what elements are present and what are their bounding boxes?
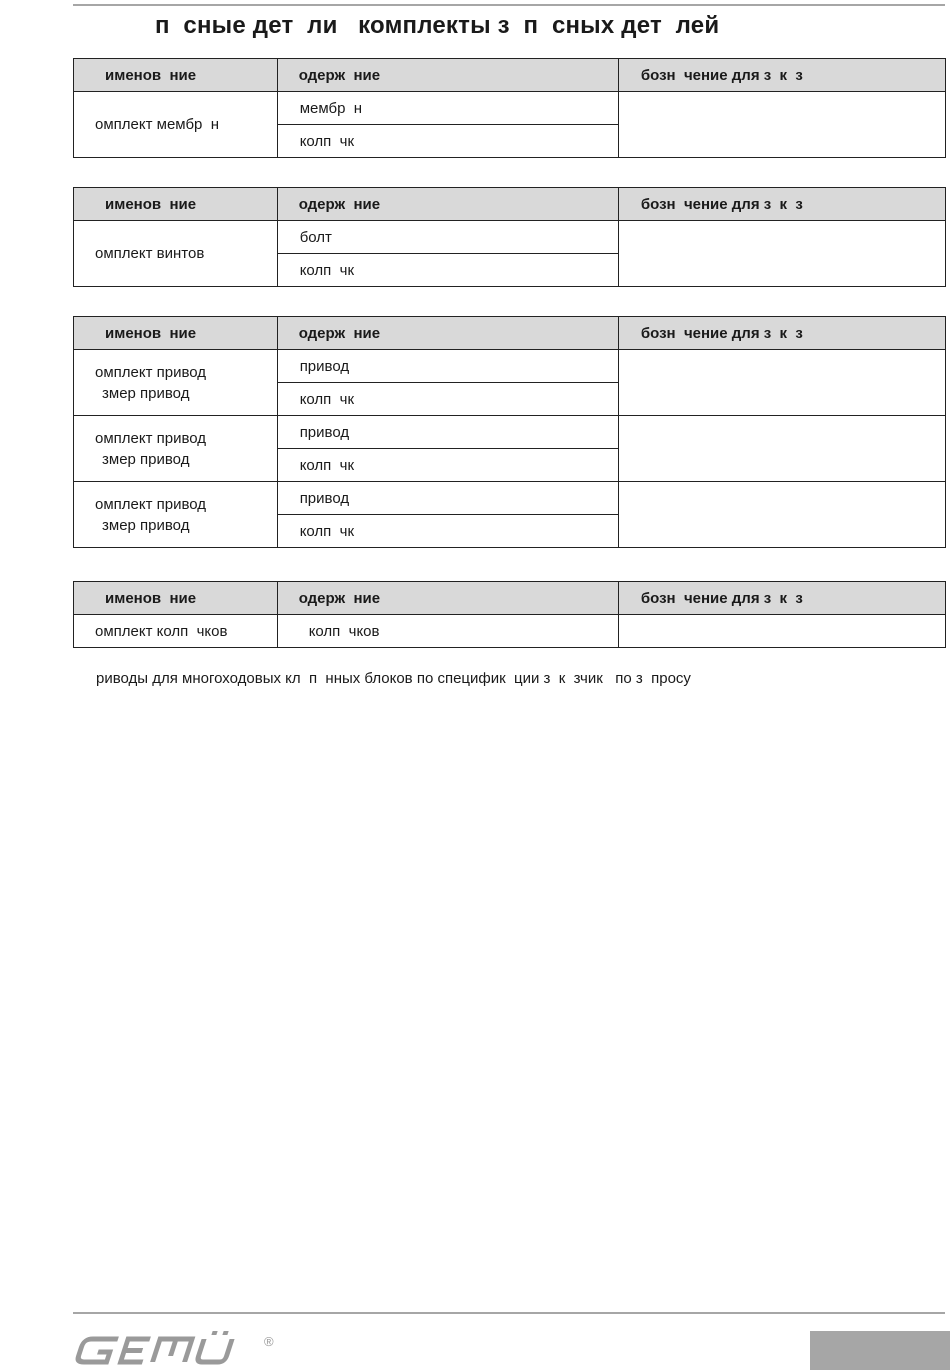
header-name: именов ние <box>74 317 278 350</box>
header-content: одерж ние <box>277 582 618 615</box>
caps-kit-table <box>73 581 946 648</box>
kit-name <box>74 350 278 416</box>
order-code-cell <box>618 350 945 416</box>
table-header-row <box>74 317 946 350</box>
table-row <box>74 416 946 449</box>
table-row <box>74 350 946 383</box>
table-row <box>74 615 946 648</box>
table-header-row <box>74 59 946 92</box>
kit-size-line: змер привод <box>102 384 190 402</box>
header-name: именов ние <box>74 59 278 92</box>
kit-content-item: колп чк <box>277 254 618 287</box>
order-code-cell <box>618 482 945 548</box>
kit-size-line: змер привод <box>102 516 190 534</box>
gemu-logo <box>73 1330 283 1370</box>
table-row <box>74 482 946 515</box>
kit-name: омплект винтов <box>74 221 278 287</box>
actuator-kit-table <box>73 316 946 548</box>
screws-kit-table <box>73 187 946 287</box>
kit-content-item: привод <box>277 416 618 449</box>
kit-content-item: колп чк <box>277 125 618 158</box>
header-content: одерж ние <box>277 317 618 350</box>
page-title: п сные дет ли комплекты з п сных дет лей <box>155 12 720 39</box>
kit-content-item: колп чк <box>277 383 618 416</box>
kit-content-item: привод <box>277 482 618 515</box>
kit-name <box>74 482 278 548</box>
kit-content-item: колп чк <box>277 515 618 548</box>
table-header-row <box>74 188 946 221</box>
footnote: риводы для многоходовых кл п нных блоков по специфик ции з к зчик по з просу <box>96 670 691 687</box>
kit-name-line: омплект привод <box>95 363 207 381</box>
header-content: одерж ние <box>277 59 618 92</box>
kit-content-item: колп чк <box>277 449 618 482</box>
header-order-code: бозн чение для з к з <box>618 582 945 615</box>
bottom-divider <box>73 1312 945 1314</box>
kit-content-item: болт <box>277 221 618 254</box>
header-name: именов ние <box>74 188 278 221</box>
kit-name-line: омплект привод <box>95 495 207 513</box>
order-code-cell <box>618 221 945 287</box>
top-divider <box>73 4 945 6</box>
kit-name: омплект мембр н <box>74 92 278 158</box>
kit-name: омплект колп чков <box>74 615 278 648</box>
header-order-code: бозн чение для з к з <box>618 317 945 350</box>
order-code-cell <box>618 92 945 158</box>
table-header-row <box>74 582 946 615</box>
header-order-code: бозн чение для з к з <box>618 59 945 92</box>
kit-name-line: омплект привод <box>95 429 207 447</box>
order-code-cell <box>618 416 945 482</box>
page-number-box <box>810 1331 950 1370</box>
order-code-cell <box>618 615 945 648</box>
table-row <box>74 221 946 254</box>
header-order-code: бозн чение для з к з <box>618 188 945 221</box>
kit-content-item: мембр н <box>277 92 618 125</box>
membrane-kit-table <box>73 58 946 158</box>
kit-content-item: колп чков <box>277 615 618 648</box>
kit-size-line: змер привод <box>102 450 190 468</box>
table-row <box>74 92 946 125</box>
header-content: одерж ние <box>277 188 618 221</box>
kit-content-item: привод <box>277 350 618 383</box>
kit-name <box>74 416 278 482</box>
registered-mark: ® <box>264 1334 274 1349</box>
header-name: именов ние <box>74 582 278 615</box>
